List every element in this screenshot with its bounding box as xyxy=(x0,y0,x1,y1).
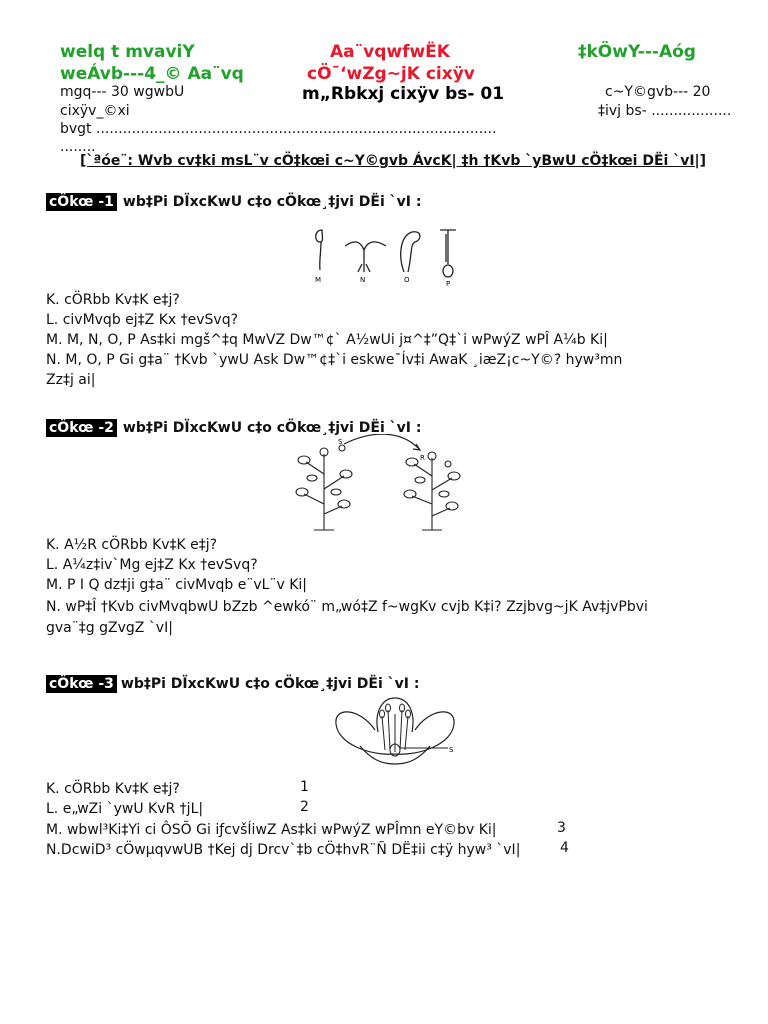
q2-item-l: L. A¼z‡iv`Mg ej‡Z Kx †evSvq? xyxy=(46,557,258,573)
part-n-figure xyxy=(345,242,386,272)
q3-item-n-marks: 4 xyxy=(560,840,569,856)
school-name-line2: weÁvb---4_© Aa¨vq xyxy=(60,64,244,84)
question-1-instruction: wb‡Pi DÏxcKwU c‡o cÖkœ¸‡jvi DËi `vI : xyxy=(122,194,422,210)
q1-item-n-continued: Zz‡j ai| xyxy=(46,372,96,388)
question-2-pollination-figure xyxy=(292,434,472,534)
question-3-badge: cÖkœ -3 xyxy=(46,675,117,693)
question-2-badge: cÖkœ -2 xyxy=(46,419,117,437)
q2-item-n-continued: gva¨‡g gZvgZ `vI| xyxy=(46,620,173,636)
fig-label-o: O xyxy=(404,276,410,284)
class-label: ‡kÖwY---Aóg xyxy=(578,42,696,62)
q1-item-m: M. M, N, O, P As‡ki mgš^‡q MwVZ Dw™¢` A½wUi j¤^‡”Q‡`i wPwýZ wPÎ A¼b Ki| xyxy=(46,332,608,348)
pollination-arrow xyxy=(344,434,420,450)
name-field-continued: ........ xyxy=(60,139,96,155)
q3-item-m: M. wbwl³Ki‡Yi ci ÔSÕ Gi iƒcvšÍiwZ As‡ki wPwýZ wPÎmn eY©bv Ki| xyxy=(46,822,497,838)
fig-label-m: M xyxy=(315,276,322,284)
fig-label-s: S xyxy=(338,438,343,446)
full-marks-label: c~Y©gvb--- 20 xyxy=(605,84,711,100)
question-3-heading xyxy=(46,676,419,692)
q1-item-n: N. M, O, P Gi g‡a¨ †Kvb `ywU Ask Dw™¢‡`i eskwe¯Ív‡i AwaK ¸iæZ¡c~Y©? hyw³mn xyxy=(46,352,623,368)
time-label: mgq--- 30 wgwbU xyxy=(60,84,185,100)
fig-label-n: N xyxy=(360,276,366,284)
q3-item-k: K. cÖRbb Kv‡K e‡j? xyxy=(46,781,180,797)
fig-label-r: R xyxy=(420,454,425,462)
q2-item-k: K. A½R cÖRbb Kv‡K e‡j? xyxy=(46,537,218,553)
instruction-text: [`ªóe¨: Wvb cv‡ki msL¨v cÖ‡kœi c~Y©gvb ÁvcK| ‡h †Kvb `yBwU cÖ‡kœi DËi `vI|] xyxy=(80,153,707,169)
q3-item-l-marks: 2 xyxy=(300,799,309,815)
fig-label-p: P xyxy=(446,280,451,288)
q3-item-l: L. e„wZi `ywU KvR †jL| xyxy=(46,801,204,817)
part-o-figure xyxy=(401,232,420,272)
question-2-instruction: wb‡Pi DÏxcKwU c‡o cÖkœ¸‡jvi DËi `vI : xyxy=(122,420,422,436)
q1-item-k: K. cÖRbb Kv‡K e‡j? xyxy=(46,292,180,308)
fig-label-s: S xyxy=(449,746,454,754)
exam-title: m„Rbkxj cixÿv bs- 01 xyxy=(302,84,505,104)
q3-item-m-marks: 3 xyxy=(557,820,566,836)
roll-no-label: ‡ivj bs- .................. xyxy=(598,103,732,119)
question-1-badge: cÖkœ -1 xyxy=(46,193,117,211)
q2-item-m: M. P I Q dz‡ji g‡a¨ civMvqb e¨vL¨v Ki| xyxy=(46,577,307,593)
question-1-plant-parts-figure xyxy=(300,226,470,288)
name-field: bvgt .......................................................................................... xyxy=(60,121,497,137)
exam-type-line2: cÖ¯‘wZg~jK cixÿv xyxy=(307,64,475,84)
q3-item-n: N.DcwiD³ cÖwµqvwUB †Kej dj Drcv`‡b cÖ‡hvR¨Ñ DË‡ii c‡ÿ hyw³ `vI| xyxy=(46,842,521,858)
question-3-instruction: wb‡Pi DÏxcKwU c‡o cÖkœ¸‡jvi DËi `vI : xyxy=(120,676,420,692)
part-m-figure xyxy=(316,230,323,270)
q1-item-l: L. civMvqb ej‡Z Kx †evSvq? xyxy=(46,312,239,328)
q2-item-n: N. wP‡Î †Kvb civMvqbwU bZzb ^ewkó¨ m„wó‡Z f~wgKv cvjb K‡i? Zzjbvg~jK Av‡jvPbvi xyxy=(46,599,648,615)
plant-r-figure xyxy=(404,452,460,530)
part-p-figure xyxy=(440,230,456,277)
question-3-flower-figure xyxy=(330,694,460,772)
school-name-line1: welq t mvaviY xyxy=(60,42,195,62)
exam-type-line1: Aa¨vqwfwËK xyxy=(330,42,450,62)
q3-item-k-marks: 1 xyxy=(300,779,309,795)
examinee-label: cixÿv_©xi xyxy=(60,103,130,119)
question-1-heading xyxy=(46,194,421,210)
plant-s-figure xyxy=(296,445,352,530)
